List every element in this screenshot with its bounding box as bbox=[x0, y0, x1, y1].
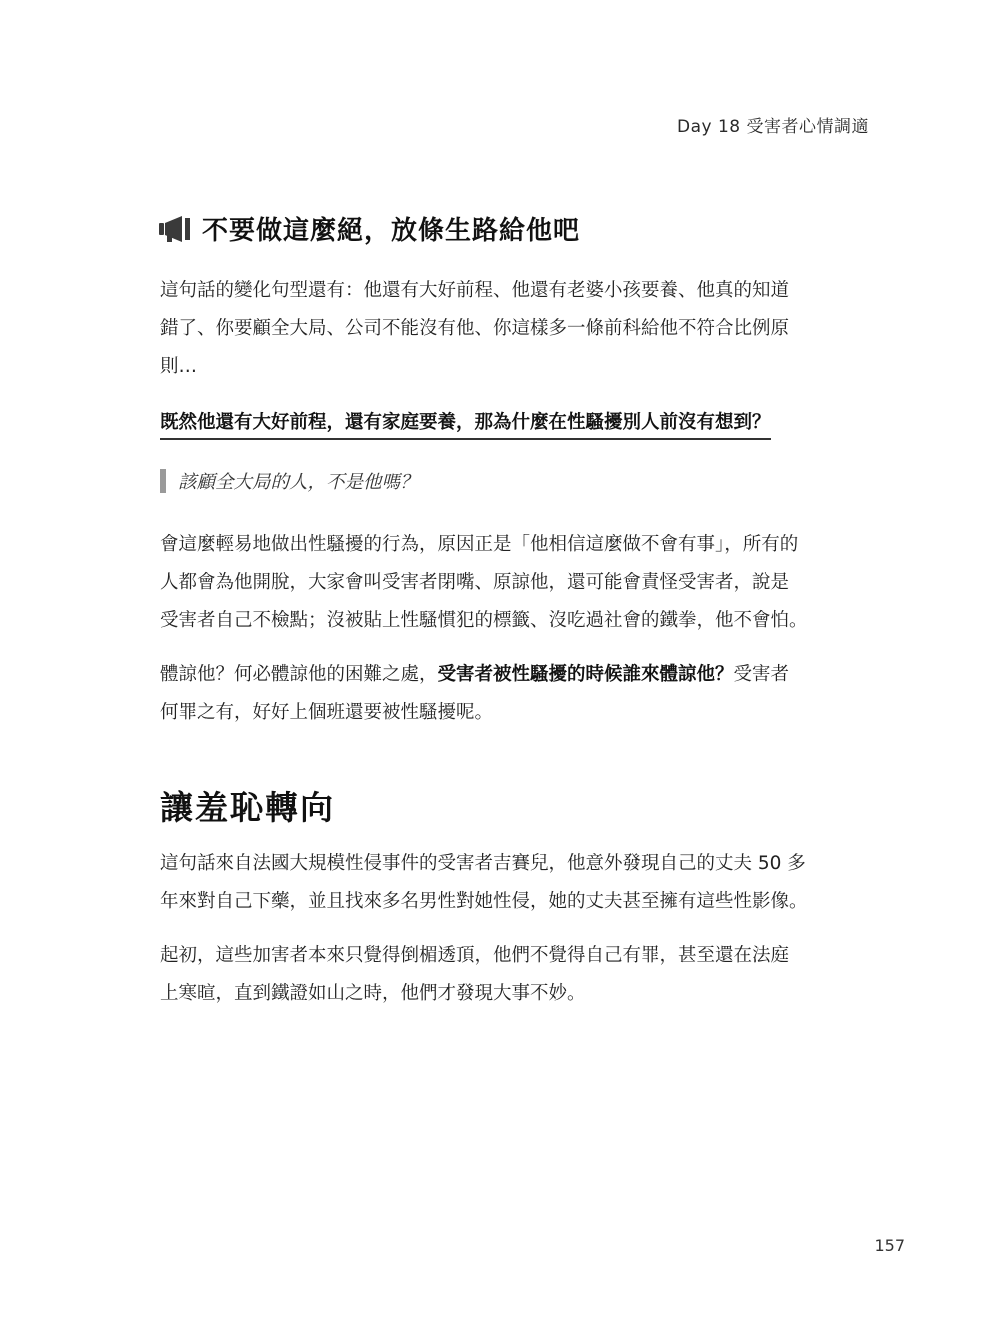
text-line: 這句話的變化句型還有：他還有大好前程、他還有老婆小孩要養、他真的知道 bbox=[160, 280, 790, 301]
text-line: 受害者自己不檢點；沒被貼上性騷慣犯的標籤、沒吃過社會的鐵拳，他不會怕。 bbox=[160, 610, 808, 631]
text-bold: 受害者被性騷擾的時候誰來體諒他？ bbox=[437, 664, 734, 685]
text-plain: 受害者 bbox=[733, 664, 790, 685]
quote-text: 該顧全大局的人，不是他嗎？ bbox=[178, 472, 419, 493]
text-line: 年來對自己下藥，並且找來多名男性對她性侵，她的丈夫甚至擁有這些性影像。 bbox=[160, 891, 808, 912]
text-line: 則… bbox=[160, 356, 198, 377]
paragraph-gisele bbox=[160, 845, 872, 921]
text-line: 錯了、你要顧全大局、公司不能沒有他、你這樣多一條前科給他不符合比例原 bbox=[160, 318, 790, 339]
paragraph-perpetrators bbox=[160, 937, 872, 1013]
text-line: 起初，這些加害者本來只覺得倒楣透頂，他們不覺得自己有罪，甚至還在法庭 bbox=[160, 945, 790, 966]
text-line: 人都會為他開脫，大家會叫受害者閉嘴、原諒他，還可能會責怪受害者，說是 bbox=[160, 572, 790, 593]
text-plain: 體諒他？何必體諒他的困難之處， bbox=[160, 664, 438, 685]
paragraph-explanation bbox=[160, 526, 872, 640]
text-line: 何罪之有，好好上個班還要被性騷擾呢。 bbox=[160, 702, 494, 723]
running-header: Day 18 受害者心情調適 bbox=[676, 117, 869, 137]
paragraph-empathy bbox=[160, 656, 872, 732]
text-line: 這句話來自法國大規模性侵事件的受害者吉賽兒，他意外發現自己的丈夫 50 多 bbox=[160, 853, 806, 874]
quote-bar bbox=[160, 469, 166, 493]
section-title: 不要做這麼絕，放條生路給他吧 bbox=[202, 216, 581, 246]
intro-paragraph bbox=[160, 272, 872, 386]
megaphone-icon bbox=[158, 214, 192, 244]
chapter-heading: 讓羞恥轉向 bbox=[160, 788, 335, 827]
text-line: 會這麼輕易地做出性騷擾的行為，原因正是「他相信這麼做不會有事」，所有的 bbox=[160, 534, 799, 555]
text-line bbox=[160, 656, 872, 694]
text-line: 上寒暄，直到鐵證如山之時，他們才發現大事不妙。 bbox=[160, 983, 586, 1004]
page-number: 157 bbox=[874, 1236, 905, 1255]
emphasis-question: 既然他還有大好前程，還有家庭要養，那為什麼在性騷擾別人前沒有想到？ bbox=[160, 408, 771, 440]
section-heading bbox=[158, 210, 580, 247]
pull-quote bbox=[160, 468, 419, 494]
